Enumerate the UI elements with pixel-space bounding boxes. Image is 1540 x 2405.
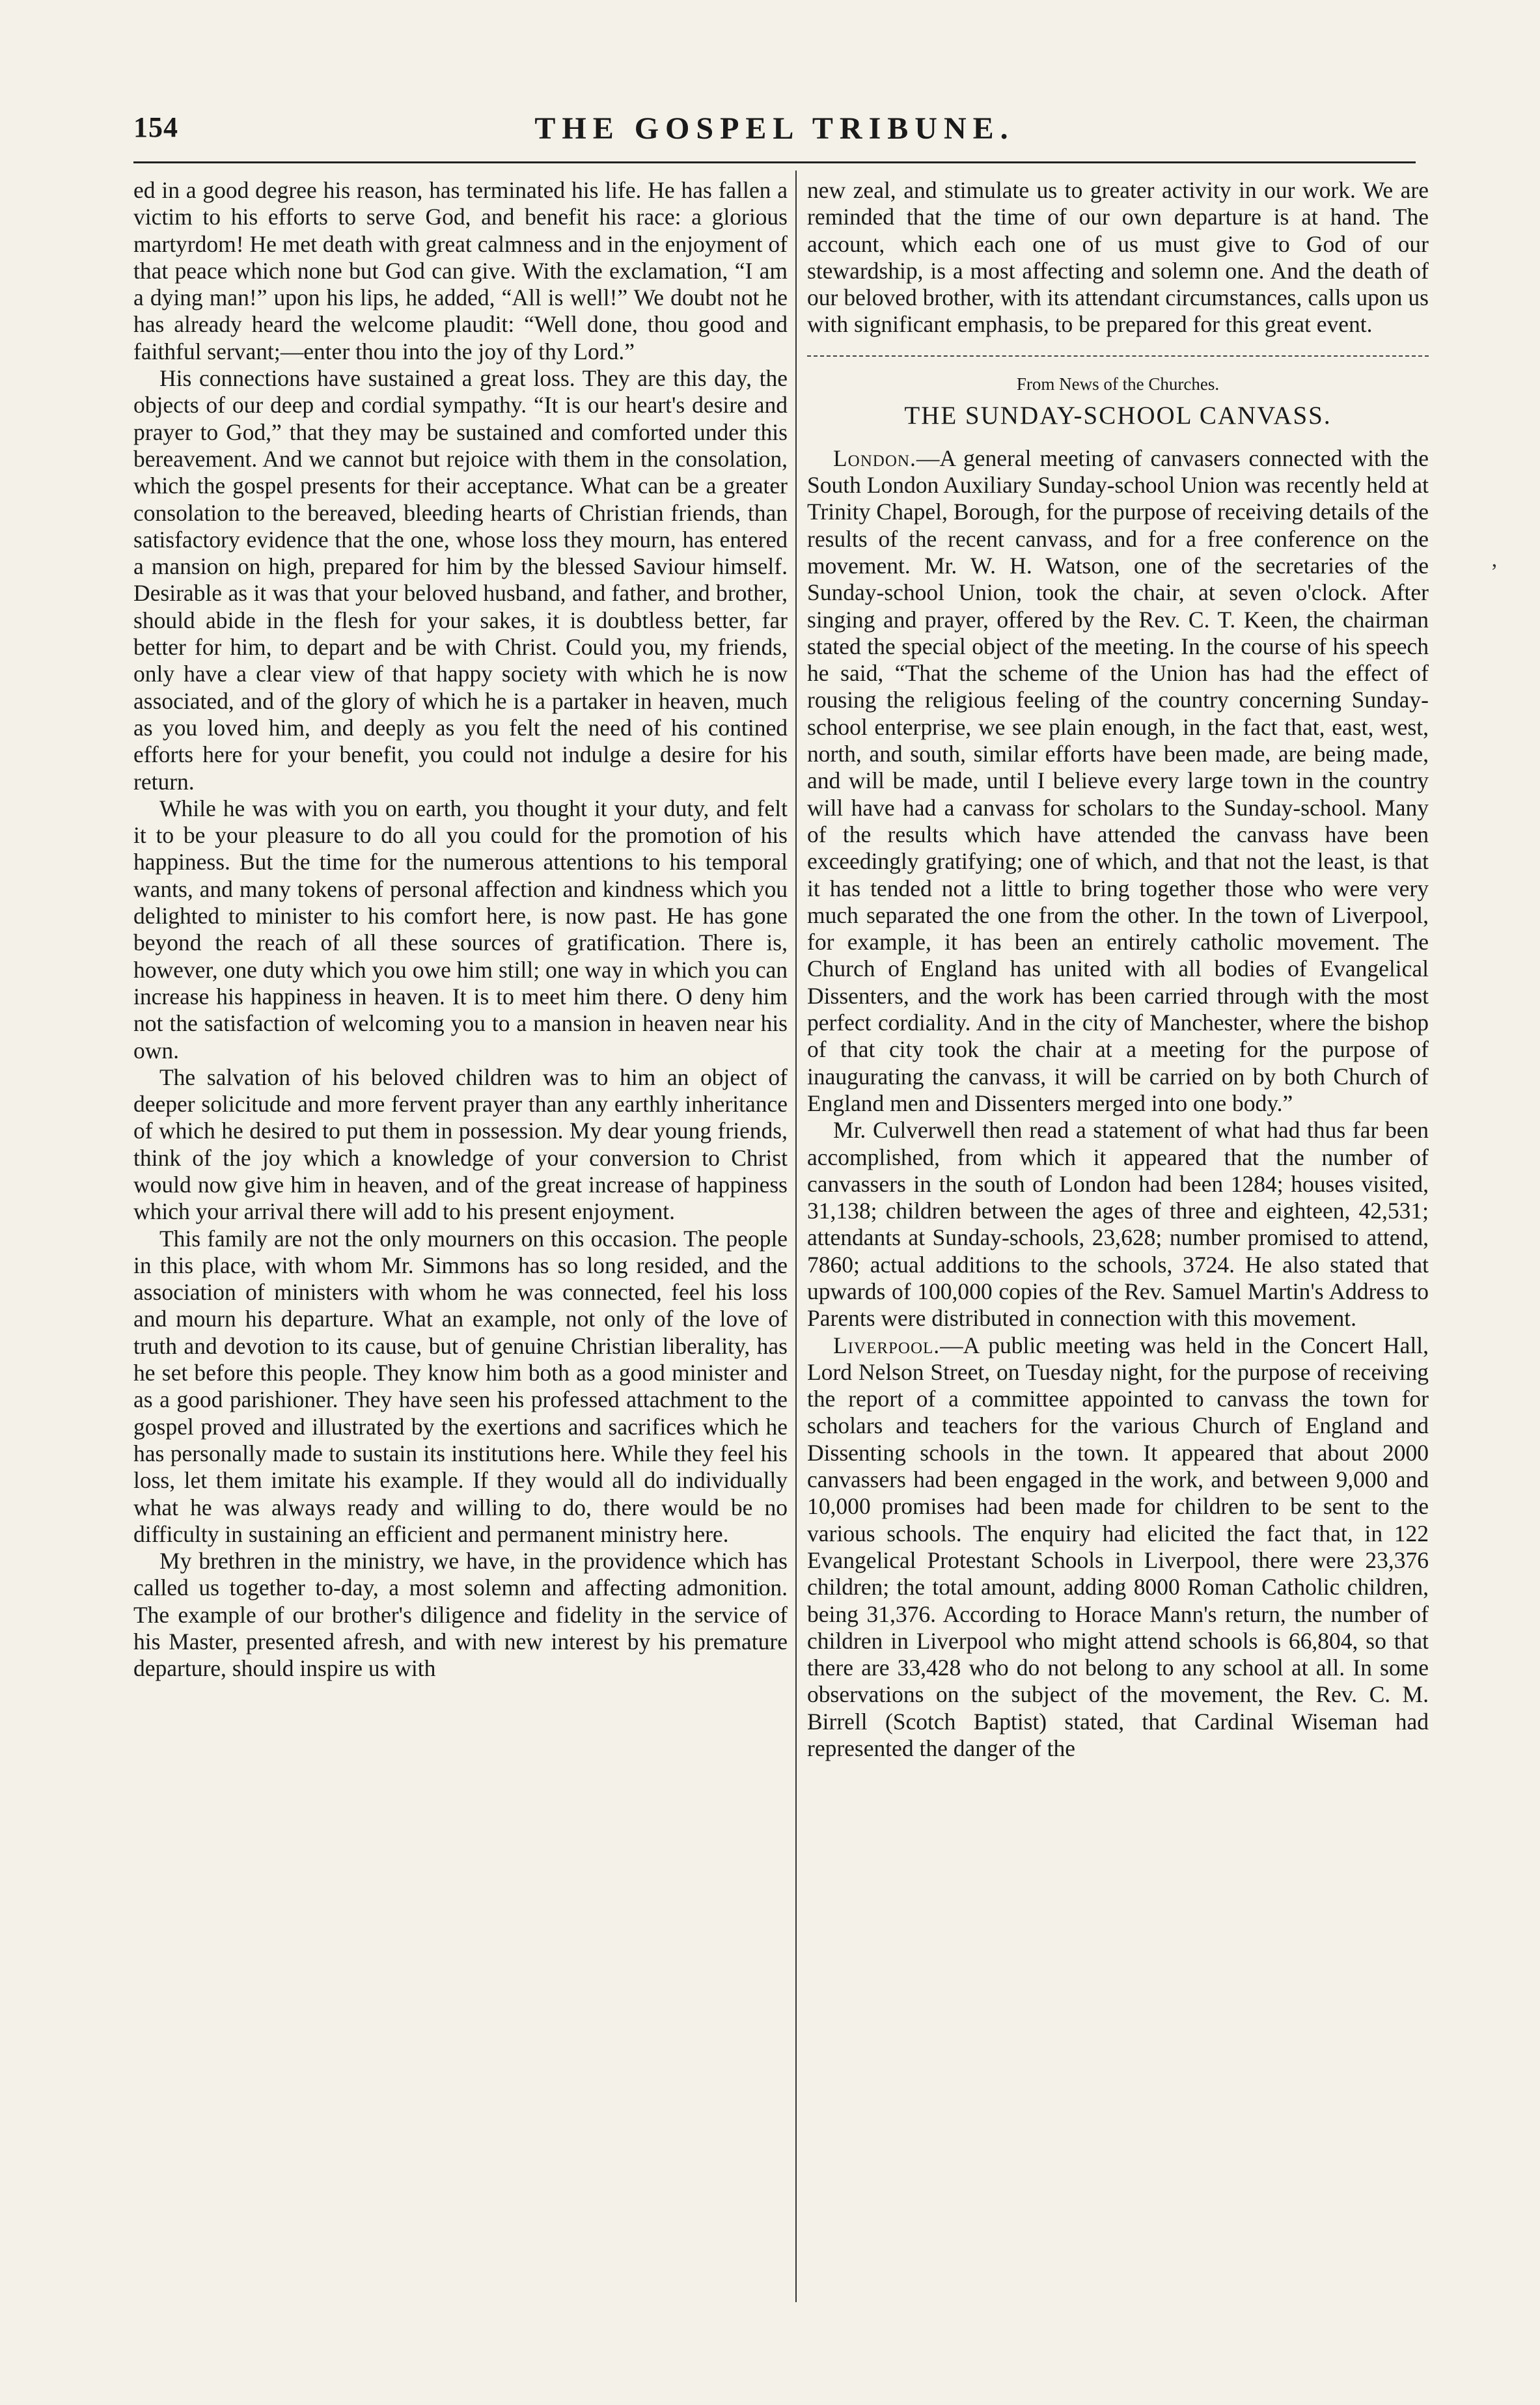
article-continuation: new zeal, and stimulate us to greater activity in our work. We are reminded that the time of our own departure is at hand. The account, which each one of us must give to God of our stewardship, is a most affecting and solemn one. And the death of our beloved brother, with its attendant circumstances, calls upon us with significant emphasis, to be prepared for this great event. xyxy=(807,177,1429,338)
column-divider xyxy=(795,171,797,2302)
page-header xyxy=(133,111,1416,156)
article-paragraph: ed in a good degree his reason, has terminated his life. He has fallen a victim to his efforts to serve God, and benefit his race: a glorious martyrdom! He met death with great calmness and in the enjoyment of that peace which none but God can give. With the exclamation, “I am a dying man!” upon his lips, he added, “All is well!” We doubt not he has already heard the welcome plaudit: “Well done, thou good and faithful servant;—enter thou into the joy of thy Lord.” xyxy=(133,177,788,364)
header-rule xyxy=(133,161,1416,163)
running-title: THE GOSPEL TRIBUNE. xyxy=(534,111,1015,146)
culverwell-paragraph: Mr. Culverwell then read a statement of what had thus far been accomplished, from which it appeared that the number of canvassers in the south of London had been 1284; houses visited, 31,138; children between the ages of three and eighteen, 42,531; attendants at Sunday-schools, 23,628; number promised to attend, 7860; actual additions to the schools, 3724. He also stated that upwards of 100,000 copies of the Rev. Samuel Martin's Address to Parents were distributed in connection with this movement. xyxy=(807,1117,1429,1332)
london-lead: London. xyxy=(833,445,916,471)
london-paragraph xyxy=(807,445,1429,1117)
margin-mark-icon: ’ xyxy=(1491,560,1498,584)
article-paragraph: This family are not the only mourners on this occasion. The people in this place, with whom Mr. Simmons has so long resided, and the association of ministers with whom he was connected, feel his loss and mourn his departure. What an example, not only of the love of truth and devotion to its cause, but of genuine Christian liberality, has he set before this people. They know him both as a good minister and as a good parishioner. They have seen his professed attachment to the gospel proved and illustrated by the exertions and sacrifices which he has personally made to sustain its institutions here. While they feel his loss, let them imitate his example. If they would all do individually what he was always ready and willing to do, there would be no difficulty in sustaining an efficient and permanent ministry here. xyxy=(133,1225,788,1547)
article-paragraph: The salvation of his beloved children was to him an object of deeper solicitude and more fervent prayer than any earthly inheritance of which he desired to put them in possession. My dear young friends, think of the joy which a knowledge of your conversion to Christ would now give him in heaven, and of the great increase of happiness which your arrival there will add to his present enjoyment. xyxy=(133,1064,788,1225)
source-line: From News of the Churches. xyxy=(1016,374,1220,394)
liverpool-paragraph xyxy=(807,1332,1429,1763)
article-paragraph: While he was with you on earth, you thought it your duty, and felt it to be your pleasure to do all you could for the promotion of his happiness. But the time for the numerous attentions to his temporal wants, and many tokens of personal affection and kindness which you delighted to minister to his comfort here, is now past. He has gone beyond the reach of all these sources of gratification. There is, however, one duty which you owe him still; one way in which you can increase his happiness in heaven. It is to meet him there. O deny him not the satisfaction of welcoming you to a mansion in heaven near his own. xyxy=(133,795,788,1064)
liverpool-text: —A public meeting was held in the Concert Hall, Lord Nelson Street, on Tuesday night, for the purpose of receiving the report of a committee appointed to canvass the town for scholars and teachers for the various Church of England and Dissenting schools in the town. It appeared that about 2000 canvassers had been engaged in the work, and between 9,000 and 10,000 promises had been made for children to be sent to the various schools. The enquiry had elicited the fact that, in 122 Evangelical Protestant Schools in Liverpool, there were 23,376 children; the total amount, adding 8000 Roman Catholic children, being 31,376. According to Horace Mann's return, the number of children in Liverpool who might attend schools is 66,804, so that there are 33,428 who do not belong to any school at all. In some observations on the subject of the movement, the Rev. C. M. Birrell (Scotch Baptist) stated, that Cardinal Wiseman had represented the danger of the xyxy=(807,1332,1429,1762)
right-column xyxy=(807,177,1429,1762)
left-column xyxy=(133,177,788,1683)
section-title: THE SUNDAY-SCHOOL CANVASS. xyxy=(904,401,1332,430)
london-text: —A general meeting of canvasers connected with the South London Auxiliary Sunday-school Union was recently held at Trinity Chapel, Borough, for the purpose of receiving details of the results of the recent canvass, and for a free conference on the movement. Mr. W. H. Watson, one of the secretaries of the Sunday-school Union, took the chair, at seven o'clock. After singing and prayer, offered by the Rev. C. T. Keen, the chairman stated the special object of the meeting. In the course of his speech he said, “That the scheme of the Union has had the effect of rousing the religious feeling of the country concerning Sunday-school enterprise, we see plain enough, in the fact that, east, west, north, and south, similar efforts have been made, are being made, and will be made, until I believe every large town in the country will have had a canvass for scholars to the Sunday-school. Many of the results which have attended the canvass have been exceedingly gratifying; one of which, and that not the least, is that it has tended not a little to bring together those who were very much separated the one from the other. In the town of Liverpool, for example, it has been an entirely catholic movement. The Church of England has united with all bodies of Evangelical Dissenters, and the work has been carried through with the most perfect cordiality. And in the city of Manchester, where the bishop of that city took the chair at a meeting for the purpose of inaugurating the canvass, it will be carried on by both Church of England men and Dissenters merged into one body.” xyxy=(807,445,1429,1116)
article-paragraph: His connections have sustained a great loss. They are this day, the objects of our deep and cordial sympathy. “It is our heart's desire and prayer to God,” that they may be sustained and comforted under this bereavement. And we cannot but rejoice with them in the consolation, which the gospel presents for their acceptance. What can be a greater consolation to the bereaved, bleeding hearts of Christian friends, than satisfactory evidence that the one, whose loss they mourn, has entered a mansion on high, prepared for him by the blessed Saviour himself. Desirable as it was that your beloved husband, and father, and brother, should abide in the flesh for your sakes, it is doubtless better, far better for him, to depart and be with Christ. Could you, my friends, only have a clear view of that happy society with which he is now associated, and of the glory of which he is a partaker in heaven, much as you loved him, and deeply as you felt the need of his contined efforts here for your benefit, you could not indulge a desire for his return. xyxy=(133,365,788,795)
article-paragraph: My brethren in the ministry, we have, in the providence which has called us together to-day, a most solemn and affecting admonition. The example of our brother's diligence and fidelity in the service of his Master, presented afresh, and with new interest by his premature departure, should inspire us with xyxy=(133,1548,788,1682)
section-break-rule xyxy=(807,355,1429,357)
liverpool-lead: Liverpool. xyxy=(833,1332,941,1358)
page-number: 154 xyxy=(133,111,178,143)
